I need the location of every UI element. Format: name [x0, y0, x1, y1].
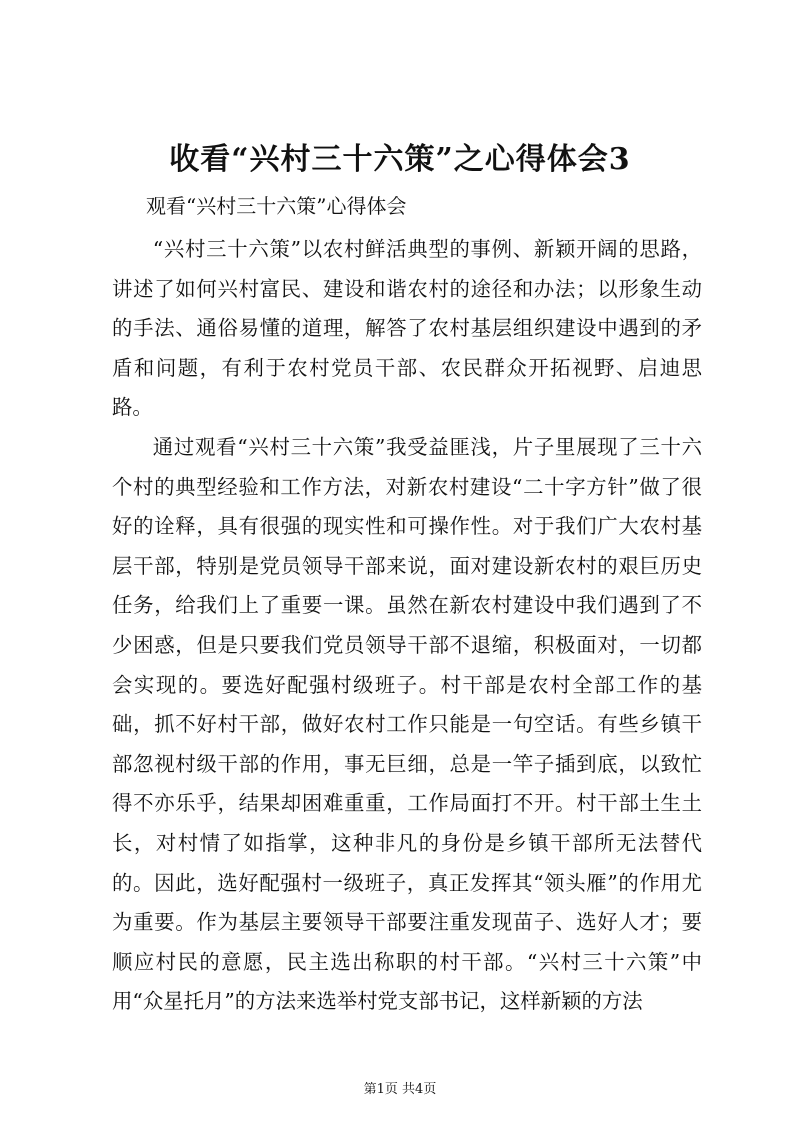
paragraph-1: “兴村三十六策”以农村鲜活典型的事例、新颖开阔的思路，讲述了如何兴村富民、建设和谐农村的途径和办法；以形象生动的手法、通俗易懂的道理，解答了农村基层组织建设中遇到的矛盾和问题，有利于农村党员干部、农民群众开拓视野、启迪思路。	[112, 237, 702, 420]
document-title: 收看“兴村三十六策”之心得体会3	[169, 142, 631, 177]
document-subtitle: 观看“兴村三十六策”心得体会	[146, 194, 407, 218]
document-body	[112, 230, 702, 1022]
page-footer: 第1页 共4页	[363, 1082, 437, 1097]
paragraph-2: 通过观看“兴村三十六策”我受益匪浅，片子里展现了三十六个村的典型经验和工作方法，对新农村建设“二十字方针”做了很好的诠释，具有很强的现实性和可操作性。对于我们广大农村基层干部，特别是党员领导干部来说，面对建设新农村的艰巨历史任务，给我们上了重要一课。虽然在新农村建设中我们遇到了不少困惑，但是只要我们党员领导干部不退缩，积极面对，一切都会实现的。要选好配强村级班子。村干部是农村全部工作的基础，抓不好村干部，做好农村工作只能是一句空话。有些乡镇干部忽视村级干部的作用，事无巨细，总是一竿子插到底，以致忙得不亦乐乎，结果却困难重重，工作局面打不开。村干部土生土长，对村情了如指掌，这种非凡的身份是乡镇干部所无法替代的。因此，选好配强村一级班子，真正发挥其“领头雁”的作用尤为重要。作为基层主要领导干部要注重发现苗子、选好人才；要顺应村民的意愿，民主选出称职的村干部。“兴村三十六策”中用“众星托月”的方法来选举村党支部书记，这样新颖的方法	[112, 434, 702, 1014]
